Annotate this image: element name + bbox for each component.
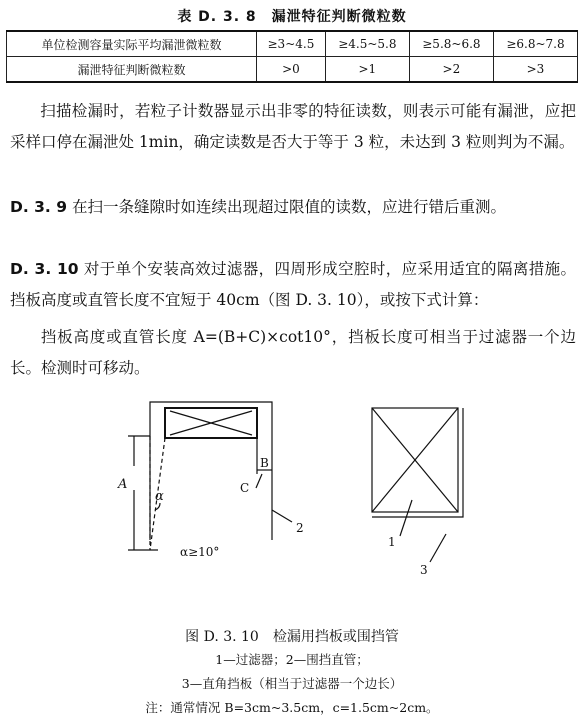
- label-2: 2: [296, 521, 304, 535]
- paragraph-text: 挡板高度或直管长度 A=(B+C)×cot10°，挡板长度可相当于过滤器一个边长。检测时可移动。: [10, 328, 576, 377]
- table-cell: >1: [325, 57, 409, 83]
- label-c: C: [240, 481, 250, 495]
- paragraph-text: 扫描检漏时，若粒子计数器显示出非零的特征读数，则表示可能有漏泄，应把采样口停在漏泄处 1min，确定读数是否大于等于 3 粒，未达到 3 粒则判为不漏。: [10, 102, 576, 151]
- figure-d-3-10: [0, 340, 584, 612]
- leader-3: [430, 534, 446, 562]
- label-b: B: [260, 456, 269, 470]
- label-alpha: α: [155, 489, 164, 504]
- figure-legend-line: 3—直角挡板（相当于过滤器一个边长）: [181, 676, 403, 691]
- table-row: [7, 57, 578, 83]
- paragraph-scan: [10, 96, 576, 157]
- criteria-table: [6, 30, 578, 83]
- table-cell: 漏泄特征判断微粒数: [7, 57, 257, 83]
- clause-number: D. 3. 9: [10, 198, 68, 216]
- leader-1: [400, 500, 412, 536]
- table-cell: ≥5.8~6.8: [409, 31, 493, 57]
- clause-number: D. 3. 10: [10, 260, 79, 278]
- figure-caption: 图 D. 3. 10 检漏用挡板或围挡管: [185, 629, 399, 645]
- label-3: 3: [420, 563, 428, 577]
- leader-c: [256, 474, 262, 488]
- table-cell: 单位检测容量实际平均漏泄微粒数: [7, 31, 257, 57]
- figure-note: 注：通常情况 B=3cm~3.5cm，c=1.5cm~2cm。: [145, 700, 439, 715]
- table-cell: >2: [409, 57, 493, 83]
- paragraph-text: 在扫一条缝隙时如连续出现超过限值的读数，应进行错后重测。: [71, 198, 506, 216]
- label-a: A: [118, 477, 128, 492]
- label-angle: α≥10°: [180, 545, 220, 559]
- table-title: 表 D. 3. 8 漏泄特征判断微粒数: [177, 9, 407, 25]
- paragraph-d-3-9: [10, 192, 576, 223]
- table-row: [7, 31, 578, 57]
- table-cell: ≥6.8~7.8: [493, 31, 577, 57]
- label-1: 1: [388, 535, 396, 549]
- paragraph-text: 对于单个安装高效过滤器，四周形成空腔时，应采用适宜的隔离措施。挡板高度或直管长度不宜短于 40cm（图 D. 3. 10），或按下式计算：: [10, 260, 576, 309]
- figure-legend-line: 1—过滤器；2—围挡直管；: [215, 652, 369, 667]
- table-cell: >3: [493, 57, 577, 83]
- table-cell: >0: [257, 57, 326, 83]
- table-cell: ≥3~4.5: [257, 31, 326, 57]
- leader-2: [272, 510, 292, 522]
- table-cell: ≥4.5~5.8: [325, 31, 409, 57]
- paragraph-d-3-10: [10, 254, 576, 315]
